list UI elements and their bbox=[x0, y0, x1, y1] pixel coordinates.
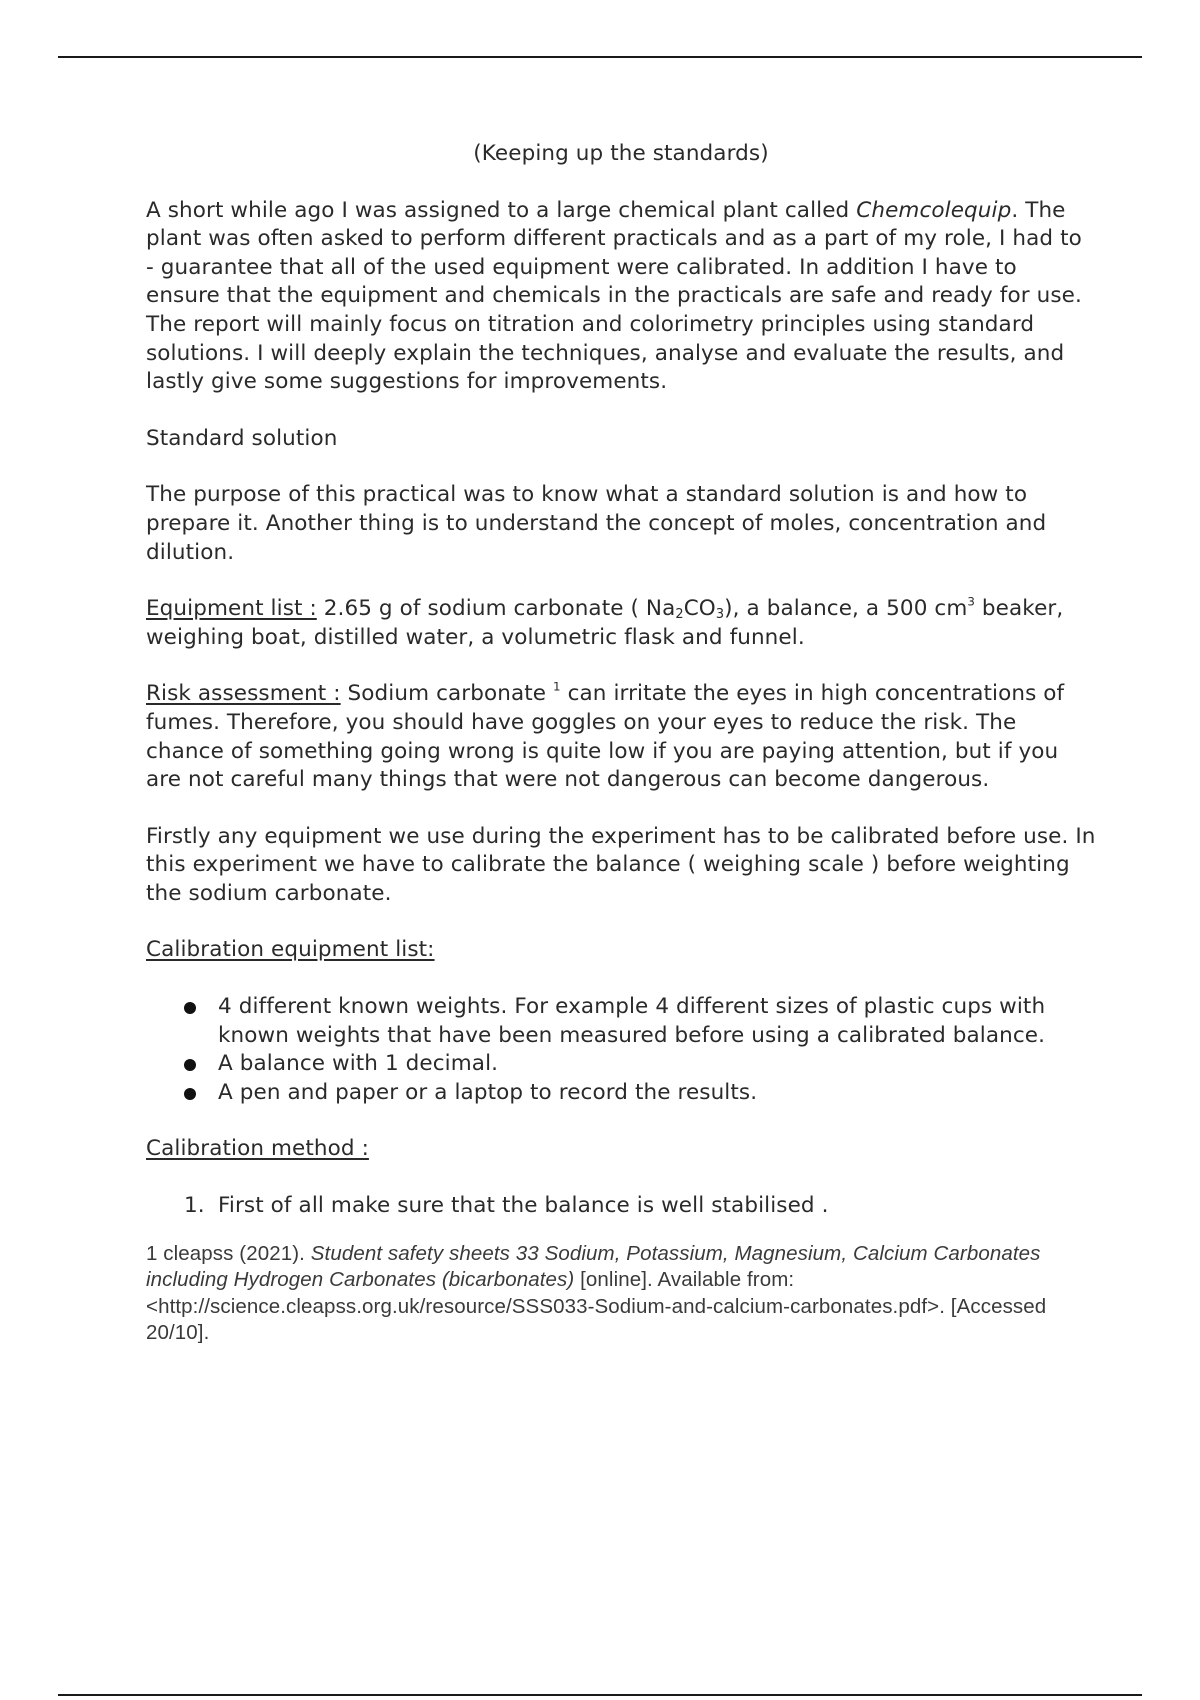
footnote bbox=[146, 1241, 1096, 1347]
plant-name: Chemcolequip bbox=[856, 197, 1012, 223]
calibration-method-heading: Calibration method : bbox=[146, 1136, 369, 1162]
risk-label: Risk assessment : bbox=[146, 681, 341, 707]
formula-subscript-1: 2 bbox=[675, 607, 684, 623]
list-item-text: A balance with 1 decimal. bbox=[218, 1051, 499, 1077]
risk-text-start: Sodium carbonate bbox=[340, 681, 554, 707]
equipment-text-end: beaker, weighing boat, distilled water, a volumetric flask and funnel. bbox=[146, 596, 1064, 650]
equipment-text-mid: ), a balance, a 500 cm bbox=[724, 596, 968, 622]
risk-text-end: can irritate the eyes in high concentrations of fumes. Therefore, you should have goggles on your eyes to reduce the risk. The chance of something going wrong is quite low if you are paying attention, but if you are not careful many things that were not dangerous can become dangerous. bbox=[146, 681, 1065, 793]
footnote-title: Student safety sheets 33 Sodium, Potassium, Magnesium, Calcium Carbonates including Hydrogen Carbonates (bicarbonates) bbox=[146, 1241, 1041, 1292]
list-item bbox=[184, 1079, 1096, 1108]
section-heading: Standard solution bbox=[146, 425, 338, 451]
top-rule bbox=[58, 56, 1142, 58]
bullet-icon bbox=[184, 1002, 196, 1014]
document-body bbox=[146, 140, 1096, 1347]
formula-part: CO bbox=[683, 596, 716, 622]
step-text: First of all make sure that the balance is well stabilised . bbox=[218, 1193, 829, 1219]
calibration-list-heading: Calibration equipment list: bbox=[146, 937, 435, 963]
bullet-icon bbox=[184, 1088, 196, 1100]
risk-paragraph bbox=[146, 680, 1096, 794]
equipment-text: 2.65 g of sodium carbonate ( Na bbox=[316, 596, 676, 622]
equipment-paragraph bbox=[146, 595, 1096, 652]
calibration-method-steps bbox=[146, 1192, 1096, 1221]
intro-paragraph bbox=[146, 197, 1096, 397]
list-item bbox=[184, 1050, 1096, 1079]
bullet-icon bbox=[184, 1059, 196, 1071]
bottom-rule bbox=[58, 1694, 1142, 1696]
unit-superscript: 3 bbox=[967, 594, 975, 609]
calibration-intro: Firstly any equipment we use during the experiment has to be calibrated before use. In this experiment we have to calibrate the balance ( weighing scale ) before weighting the sodium carbonate. bbox=[146, 823, 1096, 906]
footnote-prefix: 1 cleapss (2021). bbox=[146, 1241, 311, 1265]
list-item-text: 4 different known weights. For example 4 different sizes of plastic cups with known weights that have been measured before using a calibrated balance. bbox=[218, 994, 1046, 1048]
step-item bbox=[184, 1192, 1096, 1221]
list-item-text: A pen and paper or a laptop to record the results. bbox=[218, 1079, 758, 1105]
intro-text-end: . The plant was often asked to perform different practicals and as a part of my role, I had to - guarantee that all of the used equipment were calibrated. In addition I have to ensure that the equipment and chemicals in the practicals are safe and ready for use. The report will mainly focus on titration and colorimetry principles using standard solutions. I will deeply explain the techniques, analyse and evaluate the results, and lastly give some suggestions for improvements. bbox=[146, 197, 1082, 395]
intro-text-start: A short while ago I was assigned to a large chemical plant called bbox=[146, 197, 857, 223]
footnote-suffix: [online]. Available from: <http://science.cleapss.org.uk/resource/SSS033-Sodium-and-calcium-carbonates.pdf>. [Accessed 20/10]. bbox=[146, 1268, 1047, 1345]
equipment-label: Equipment list : bbox=[146, 596, 317, 622]
formula-subscript-2: 3 bbox=[715, 607, 725, 623]
calibration-equipment-list bbox=[146, 993, 1096, 1107]
step-number: 1. bbox=[184, 1193, 205, 1219]
purpose-paragraph: The purpose of this practical was to know what a standard solution is and how to prepare it. Another thing is to understand the concept of moles, concentration and dilution. bbox=[146, 482, 1047, 565]
list-item bbox=[184, 993, 1096, 1050]
footnote-reference: 1 bbox=[553, 679, 561, 694]
page-subtitle: (Keeping up the standards) bbox=[473, 141, 769, 166]
